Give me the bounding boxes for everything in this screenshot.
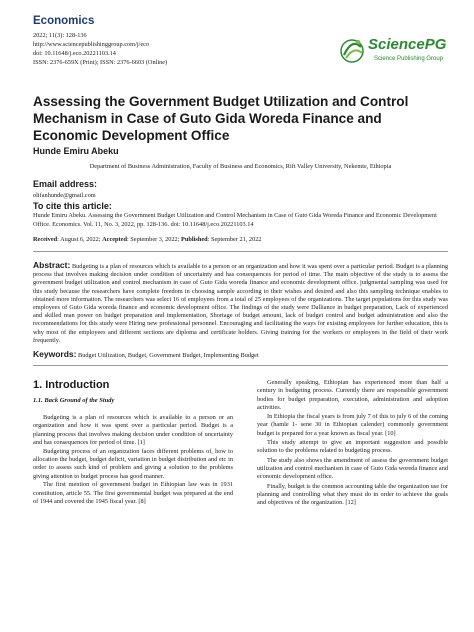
journal-name: Economics [33, 15, 95, 27]
email-label: Email address: [33, 179, 98, 189]
published-date: September 21, 2022 [210, 236, 262, 243]
citation-text: Hunde Emiru Abeku. Assessing the Government Budget Utilization and Control Mechanism in Case of Guto Gida Woreda Finance and Economic Development Office. Economics. Vol. 11, No. 3, 2022, pp. 128-136. doi: 10.11648/j.eco.20221103.14 [33, 212, 437, 228]
abstract-text: Budgeting is a plan of resources which is available to a person or an organization and how it was spent over a particular period. Budget is a planning process that involves making decision under condition of uncertainty and has consequences for period of time. The main objective of the study is to assess the government budget utilization and control mechanism in case of Guto Gida woreda finance and economic development office. judgmental sampling was used for this study because the researchers have complete freedom in choosing sample according to their wishes and desired and also this sampling technique enables to obtained more information. The researchers was select 16 of employees from a total of 25 employees of the organizations. The target populations for this study was employees of Guto Gida woreda finance and economic development office. The findings of the study were Dalliance in budget preparation, Lack of experienced and skilled man power on budget preparation and implementation, Shortage of budget amount, lack of budget control and budget administration and also the recommendations for this study were Hiring new professional personnel. Encouraging and facilitating the ways for existing employees for further education, this is why most of the employees and different sections are diploma and certificate holders. Giving training for the workers or employees in the field of their work frequently. [33, 263, 448, 344]
abstract-label: Abstract: [33, 260, 71, 270]
doi[interactable]: doi: 10.11648/j.eco.20221103.14 [33, 50, 116, 57]
issn: ISSN: 2376-659X (Print); ISSN: 2376-6603 (Online) [33, 59, 168, 66]
email-address[interactable]: olifanhunde@gmail.com [33, 192, 96, 199]
paragraph: In Ethiopia the fiscal years is from july 7 of this to july 6 of the coming year (hamle 1- sene 30 in Ethiopian calender) commonly government budget is prepared for a year known as fiscal year. [10] [257, 413, 448, 437]
divider [33, 251, 448, 252]
logo-mark-icon [341, 40, 363, 62]
article-title: Assessing the Government Budget Utilization and Control Mechanism in Case of Guto Gida Woreda Finance and Economic Development Office [33, 94, 409, 143]
paragraph: The study also shows the amendment of assess the government budget utilization and control mechanism in case of Guto Gida woreda finance and economic development office. [257, 456, 448, 481]
published-label: Published [181, 236, 208, 243]
paragraph: Budgeting is a plan of resources which is available to a person or an organization and how it was spent over a particular period. Budget is a planning process that involves making decision under condition of uncertainty and has consequences for period of time. [1] [33, 414, 233, 446]
logo-subtitle: Science Publishing Group [374, 56, 444, 62]
paragraph: Generally speaking, Ethiopian has experienced more than half a century in budgeting process. Currently there are responsible government bodies for budget preparation, execution, administration and adoption activities. [257, 379, 448, 411]
volume-issue: 2022; 11(3): 128-136 [33, 32, 87, 39]
received-date: August 6, 2022; [60, 236, 101, 243]
author-name: Hunde Emiru Abeku [33, 146, 119, 156]
logo-name: SciencePG [368, 36, 447, 53]
accepted-label: Accepted [102, 236, 127, 243]
paragraph: Finally, budget is the common accounting table the organization use for planning and controlling what they must do in order to achieve the goals and objectives of the organization. [12] [257, 482, 448, 507]
section-heading: 1. Introduction [33, 379, 110, 391]
paragraph: This study attempt to give an important suggestion and possible solution to the problems related to budgeting process. [257, 439, 448, 455]
paragraph: Budgeting process of an organization faces different problems of, how to allocation the budget, budget deficit, variation in budget distribution and etc in order to assess such kind of problem and giving a solution to the problems giving attention to budget process has good manner. [33, 447, 233, 480]
citation-label: To cite this article: [33, 201, 112, 211]
keywords-text: Budget Utilization, Budget, Government Budget, Implementing Budget [78, 352, 259, 359]
keywords [33, 349, 448, 359]
author-affiliation: Department of Business Administration, Faculty of Business and Economics, Rift Valley University, Nekemte, Ethiopia [89, 163, 392, 170]
keywords-label: Keywords: [33, 349, 77, 359]
divider [33, 365, 448, 366]
right-column [257, 379, 448, 508]
received-label: Received [33, 236, 58, 243]
article-dates: Received: August 6, 2022; Accepted: September 3, 2022; Published: September 21, 2022 [33, 236, 262, 243]
abstract [33, 261, 448, 345]
left-column [33, 379, 233, 507]
journal-url[interactable]: http://www.sciencepublishinggroup.com/j/eco [33, 41, 150, 48]
paragraph: The first mention of government budget in Ethiopian law was in 1931 constitution, article 55. The first governmental budget was prepared at the end of 1944 and covered the 1945 fiscal year. [8] [33, 481, 233, 505]
subsection-heading: 1.1. Back Ground of the Study [33, 397, 115, 404]
accepted-date: September 3, 2022; [130, 236, 180, 243]
